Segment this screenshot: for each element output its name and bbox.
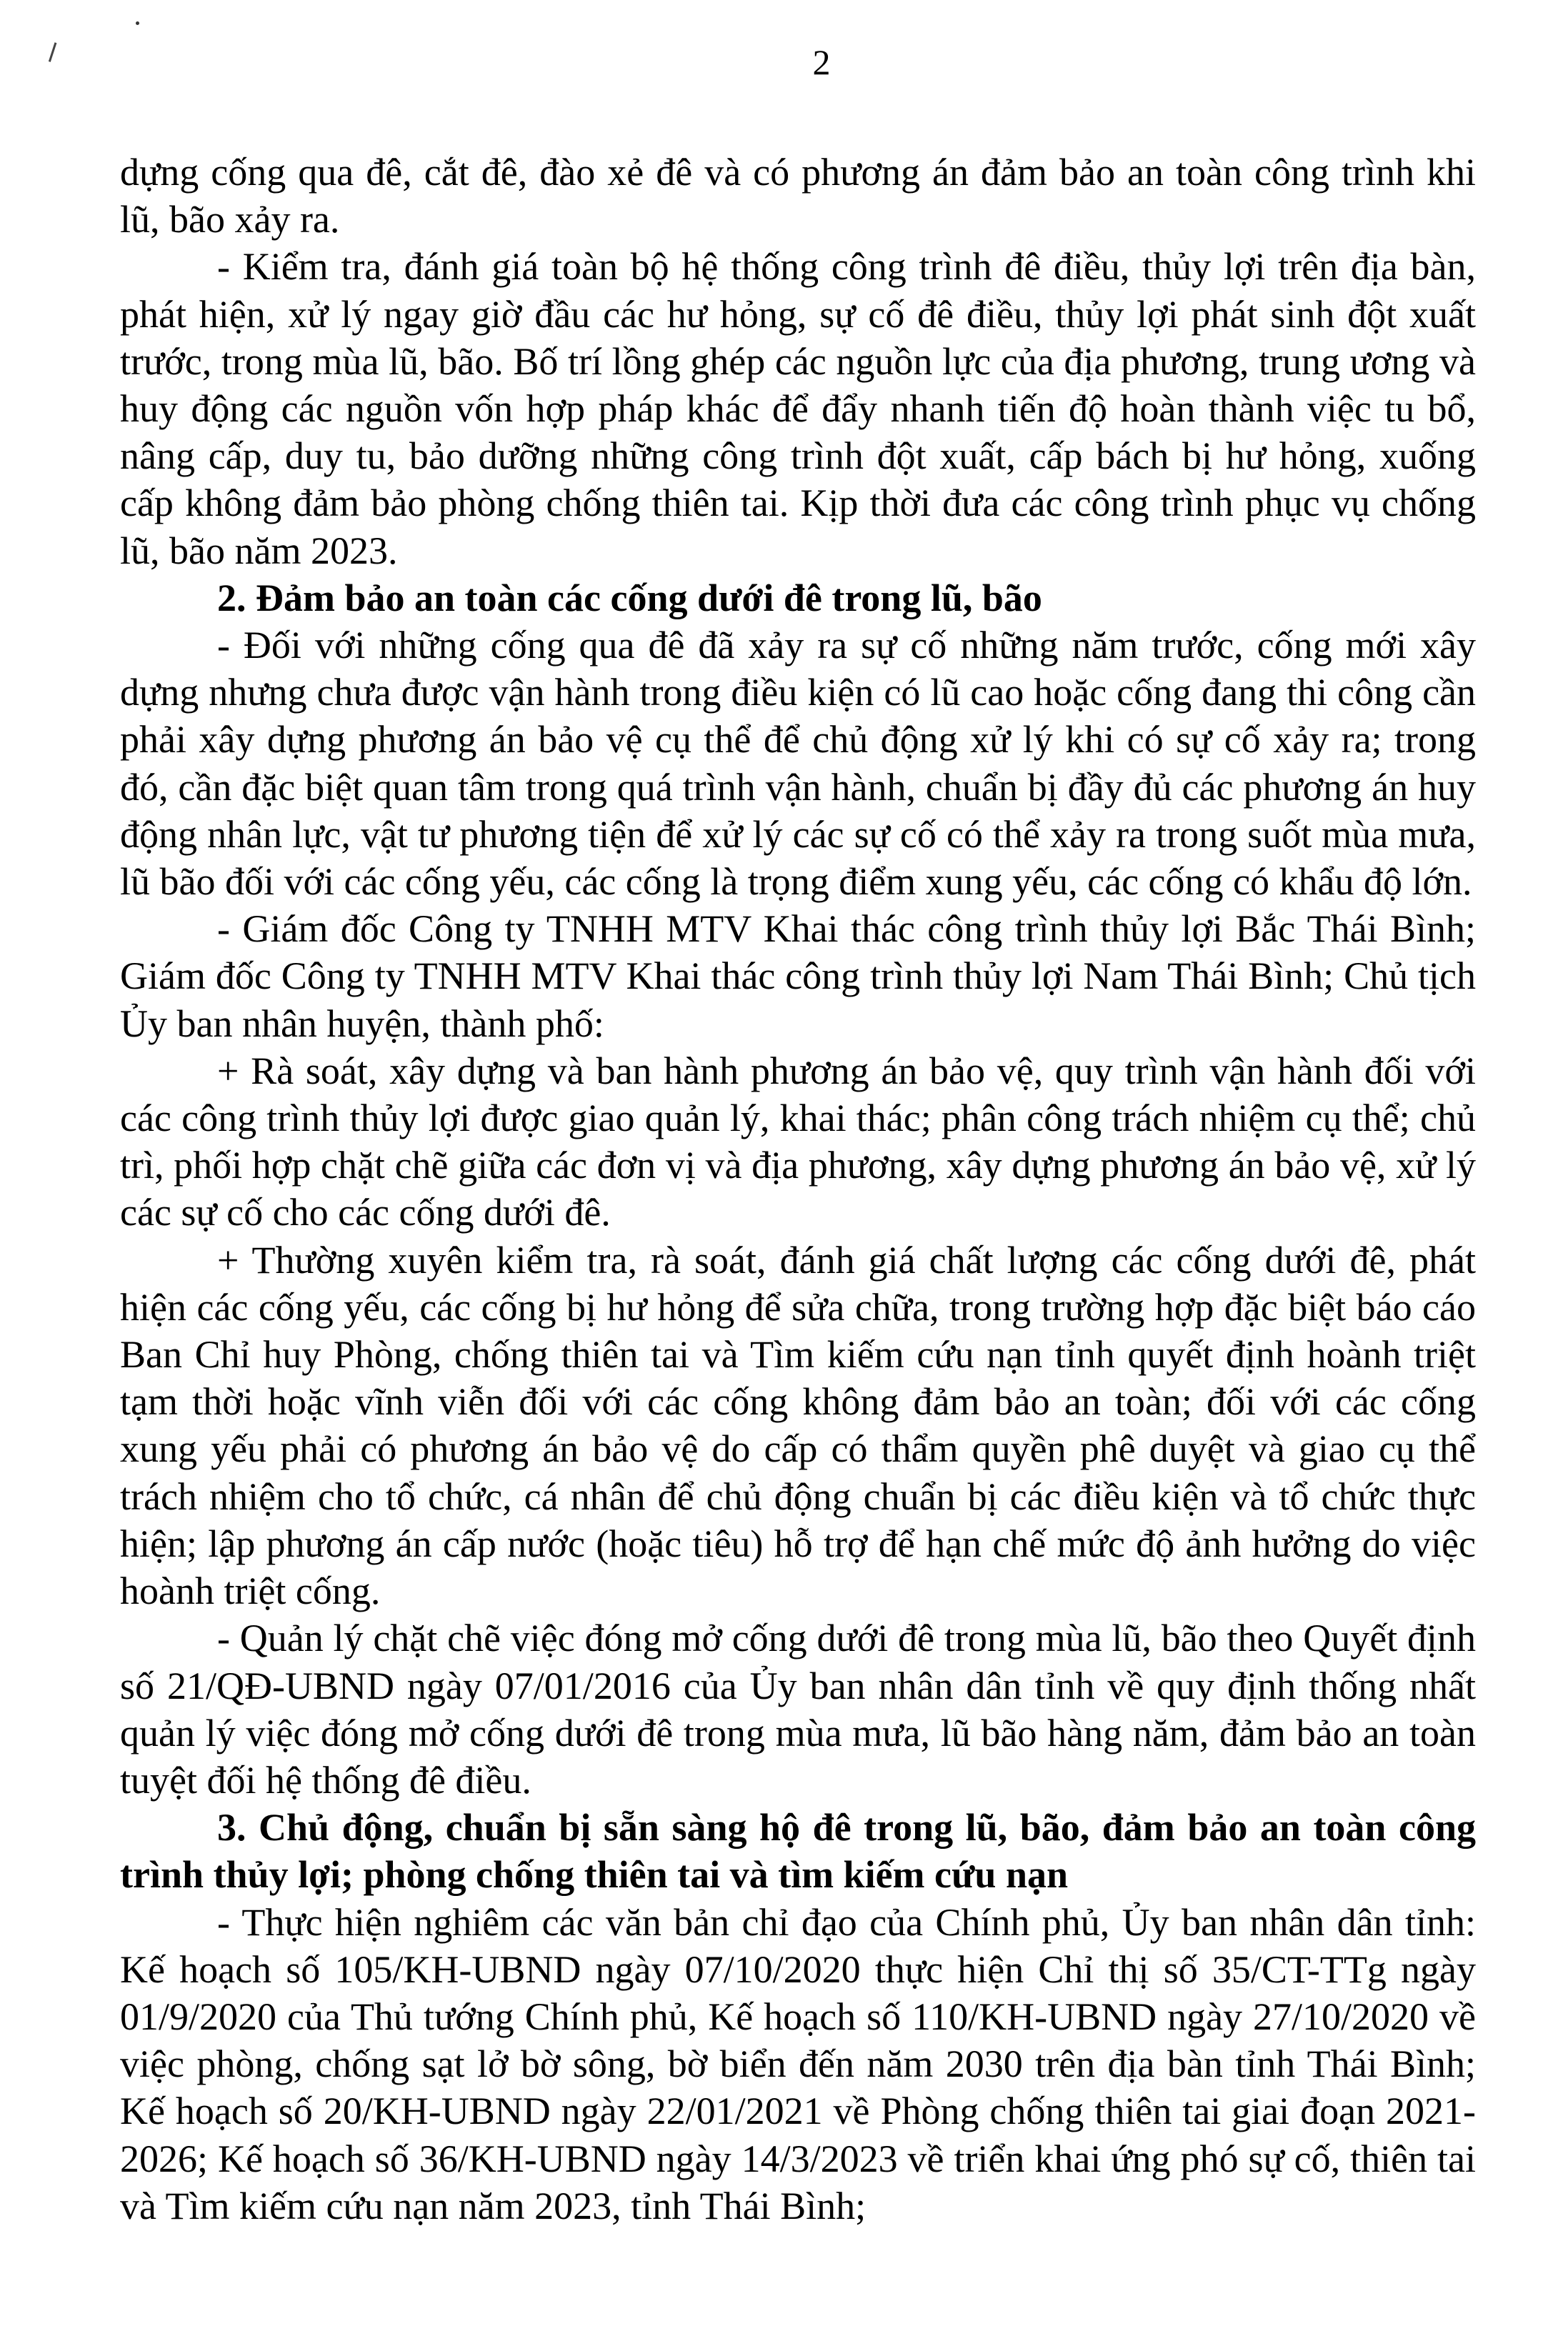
paragraph-review-plan: + Rà soát, xây dựng và ban hành phương án bảo vệ, quy trình vận hành đối với các công trình thủy lợi được giao quản lý, khai thác; phân công trách nhiệm cụ thể; chủ trì, phối hợp chặt chẽ giữa các đơn vị và địa phương, xây dựng phương án bảo vệ, xử lý các sự cố cho các cống dưới đê. [120,1049,1476,1234]
paragraph-culverts: - Đối với những cống qua đê đã xảy ra sự cố những năm trước, cống mới xây dựng nhưng chưa được vận hành trong điều kiện có lũ cao hoặc cống đang thi công cần phải xây dựng phương án bảo vệ cụ thể để chủ động xử lý khi có sự cố xảy ra; trong đó, cần đặc biệt quan tâm trong quá trình vận hành, chuẩn bị đầy đủ các phương án huy động nhân lực, vật tư phương tiện để xử lý các sự cố có thể xảy ra trong suốt mùa mưa, lũ bão đối với các cống yếu, các cống là trọng điểm xung yếu, các cống có khẩu độ lớn. [120,624,1476,904]
page-number: 2 [812,42,831,82]
paragraph-regular-inspection: + Thường xuyên kiểm tra, rà soát, đánh giá chất lượng các cống dưới đê, phát hiện các cống yếu, các cống bị hư hỏng để sửa chữa, trong trường hợp đặc biệt báo cáo Ban Chỉ huy Phòng, chống thiên tai và Tìm kiếm cứu nạn tỉnh quyết định hoành triệt tạm thời hoặc vĩnh viễn đối với các cống không đảm bảo an toàn; đối với các cống xung yếu phải có phương án bảo vệ do cấp có thẩm quyền phê duyệt và giao cụ thể trách nhiệm cho tổ chức, cá nhân để chủ động chuẩn bị các điều kiện và tổ chức thực hiện; lập phương án cấp nước (hoặc tiêu) hỗ trợ để hạn chế mức độ ảnh hưởng do việc hoành triệt cống. [120,1238,1476,1613]
paragraph-inspection: - Kiểm tra, đánh giá toàn bộ hệ thống công trình đê điều, thủy lợi trên địa bàn, phát hiện, xử lý ngay giờ đầu các hư hỏng, sự cố đê điều, thủy lợi phát sinh đột xuất trước, trong mùa lũ, bão. Bố trí lồng ghép các nguồn lực của địa phương, trung ương và huy động các nguồn vốn hợp pháp khác để đẩy nhanh tiến độ hoàn thành việc tu bổ, nâng cấp, duy tu, bảo dưỡng những công trình đột xuất, cấp bách bị hư hỏng, xuống cấp không đảm bảo phòng chống thiên tai. Kịp thời đưa các công trình phục vụ chống lũ, bão năm 2023. [120,245,1476,572]
scan-speck [136,21,139,25]
paragraph-implementation: - Thực hiện nghiêm các văn bản chỉ đạo của Chính phủ, Ủy ban nhân dân tỉnh: Kế hoạch số 105/KH-UBND ngày 07/10/2020 thực hiện Chỉ thị số 35/CT-TTg ngày 01/9/2020 của Thủ tướng Chính phủ, Kế hoạch số 110/KH-UBND ngày 27/10/2020 về việc phòng, chống sạt lở bờ sông, bờ biển đến năm 2030 trên địa bàn tỉnh Thái Bình; Kế hoạch số 20/KH-UBND ngày 22/01/2021 về Phòng chống thiên tai giai đoạn 2021-2026; Kế hoạch số 36/KH-UBND ngày 14/3/2023 về triển khai ứng phó sự cố, thiên tai và Tìm kiếm cứu nạn năm 2023, tỉnh Thái Bình; [120,1900,1476,2227]
section-heading-3: 3. Chủ động, chuẩn bị sẵn sàng hộ đê trong lũ, bão, đảm bảo an toàn công trình thủy lợi; phòng chống thiên tai và tìm kiếm cứu nạn [120,1806,1476,1897]
paragraph-continuation: dựng cống qua đê, cắt đê, đào xẻ đê và có phương án đảm bảo an toàn công trình khi lũ, bão xảy ra. [120,151,1476,241]
paragraph-directors: - Giám đốc Công ty TNHH MTV Khai thác công trình thủy lợi Bắc Thái Bình; Giám đốc Công ty TNHH MTV Khai thác công trình thủy lợi Nam Thái Bình; Chủ tịch Ủy ban nhân huyện, thành phố: [120,907,1476,1045]
section-heading-2: 2. Đảm bảo an toàn các cống dưới đê trong lũ, bão [217,576,1042,619]
document-body [120,149,1476,2230]
paragraph-gate-management: - Quản lý chặt chẽ việc đóng mở cống dưới đê trong mùa lũ, bão theo Quyết định số 21/QĐ-UBND ngày 07/01/2016 của Ủy ban nhân dân tỉnh về quy định thống nhất quản lý việc đóng mở cống dưới đê trong mùa mưa, lũ bão hàng năm, đảm bảo an toàn tuyệt đối hệ thống đê điều. [120,1617,1476,1802]
